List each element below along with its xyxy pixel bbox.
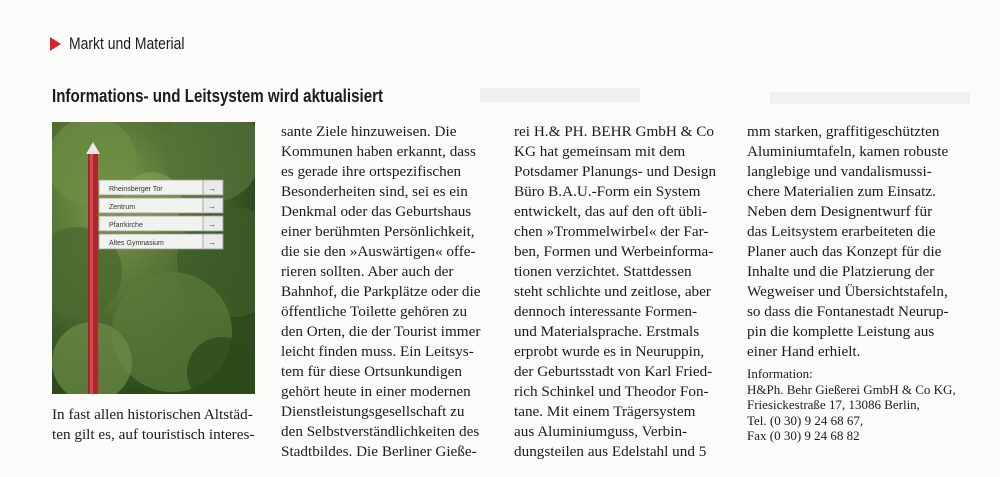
info-heading: Information: xyxy=(747,366,813,381)
text-line: der Geburtsstadt von Karl Fried- xyxy=(514,363,713,380)
text-line: rieren sollten. Aber auch der xyxy=(281,263,454,280)
text-line: Inhalte und die Platzierung der xyxy=(747,263,935,280)
text-line: den Selbstverständlichkeiten des xyxy=(281,423,480,440)
section-header xyxy=(50,34,210,54)
text-line: den Orten, die der Tourist immer xyxy=(281,323,481,340)
text-line: Neben dem Designentwurf für xyxy=(747,203,933,220)
text-line: Besonderheiten sind, sei es ein xyxy=(281,183,468,200)
text-line: chen »Trommelwirbel« der Far- xyxy=(514,223,709,240)
text-line: dungsteilen aus Edelstahl und 5 xyxy=(514,443,707,460)
text-line: tem für diese Ortsunkundigen xyxy=(281,363,462,380)
text-line: pin die komplette Leistung aus xyxy=(747,323,935,340)
text-line: rei H.& PH. BEHR GmbH & Co xyxy=(514,123,714,140)
text-line: Planer auch das Konzept für die xyxy=(747,243,942,260)
text-column-4 xyxy=(747,122,949,362)
info-phone: Tel. (0 30) 9 24 68 67, xyxy=(747,412,864,428)
section-triangle-icon xyxy=(50,37,61,51)
text-line: einer Hand erhielt. xyxy=(747,343,861,360)
text-line: es gerade ihre ortspezifischen xyxy=(281,163,462,180)
text-line: dennoch interessante Formen- xyxy=(514,303,698,320)
text-line: Büro B.A.U.-Form ein System xyxy=(514,183,701,200)
text-line: chere Materialien zum Einsatz. xyxy=(747,183,936,200)
text-line: Dienstleistungsgesellschaft zu xyxy=(281,403,465,420)
text-line: steht schlichte und zeitlose, aber xyxy=(514,283,711,300)
sign-label: Rheinsberger Tor xyxy=(109,186,163,193)
show-through-text xyxy=(770,92,970,104)
text-line: tane. Mit einem Trägersystem xyxy=(514,403,696,420)
sign-label: Zentrum xyxy=(109,204,136,211)
sign-arrow-icon: → xyxy=(208,184,216,193)
sign-arrow-icon: → xyxy=(208,238,216,247)
text-line: Potsdamer Planungs- und Design xyxy=(514,163,717,180)
text-line: tionen verzichtet. Stattdessen xyxy=(514,263,692,280)
article-headline: Informations- und Leitsystem wird aktualisiert xyxy=(52,86,384,106)
text-line: leicht finden muss. Ein Leitsys- xyxy=(281,343,474,360)
section-label: Markt und Material xyxy=(69,34,185,53)
text-line: ten gilt es, auf touristisch interes- xyxy=(52,426,255,443)
text-line: Stadtbildes. Die Berliner Gieße- xyxy=(281,443,477,460)
text-line: ben, Formen und Werbeinforma- xyxy=(514,243,714,260)
text-line: Bahnhof, die Parkplätze oder die xyxy=(281,283,481,300)
info-company: H&Ph. Behr Gießerei GmbH & Co KG, xyxy=(747,381,956,397)
text-line: Wegweiser und Übersichtstafeln, xyxy=(747,283,948,300)
text-line: rich Schinkel und Theodor Fon- xyxy=(514,383,709,400)
text-column-2 xyxy=(281,122,480,462)
signpost-photo xyxy=(52,122,255,394)
sign-label: Altes Gymnasium xyxy=(109,240,164,247)
info-address: Friesickestraße 17, 13086 Berlin, xyxy=(747,397,920,413)
text-column-3 xyxy=(514,122,716,462)
text-line: aus Aluminiumguss, Verbin- xyxy=(514,423,688,440)
text-line: das Leitsystem erarbeiteten die xyxy=(747,223,936,240)
text-line: erprobt wurde es in Neuruppin, xyxy=(514,343,705,360)
sign-label: Pfarrkirche xyxy=(109,222,143,229)
info-fax: Fax (0 30) 9 24 68 82 xyxy=(747,428,860,444)
text-line: gehört heute in einer modernen xyxy=(281,383,471,400)
sign-arrow-icon: → xyxy=(208,220,216,229)
text-line: mm starken, graffitigeschützten xyxy=(747,123,940,140)
text-line: Kommunen haben erkannt, dass xyxy=(281,143,476,160)
text-line: entwickelt, das auf den oft übli- xyxy=(514,203,708,220)
text-line: Denkmal oder das Geburtshaus xyxy=(281,203,472,220)
text-line: und Materialsprache. Erstmals xyxy=(514,323,700,340)
text-line: sante Ziele hinzuweisen. Die xyxy=(281,123,457,140)
text-line: einer berühmten Persönlichkeit, xyxy=(281,223,475,240)
text-line: langlebige und vandalismussi- xyxy=(747,163,932,180)
text-line: Aluminiumtafeln, kamen robuste xyxy=(747,143,949,160)
text-line: die sie den »Auswärtigen« offe- xyxy=(281,243,476,260)
text-line: KG hat gemeinsam mit dem xyxy=(514,143,686,160)
text-column-1 xyxy=(52,405,254,445)
text-line: In fast allen historischen Altstäd- xyxy=(52,406,253,423)
show-through-text xyxy=(480,88,640,102)
text-line: so dass die Fontanestadt Neurup- xyxy=(747,303,949,320)
sign-arrow-icon: → xyxy=(208,202,216,211)
text-line: öffentliche Toilette gehören zu xyxy=(281,303,468,320)
contact-info-block xyxy=(747,366,956,444)
